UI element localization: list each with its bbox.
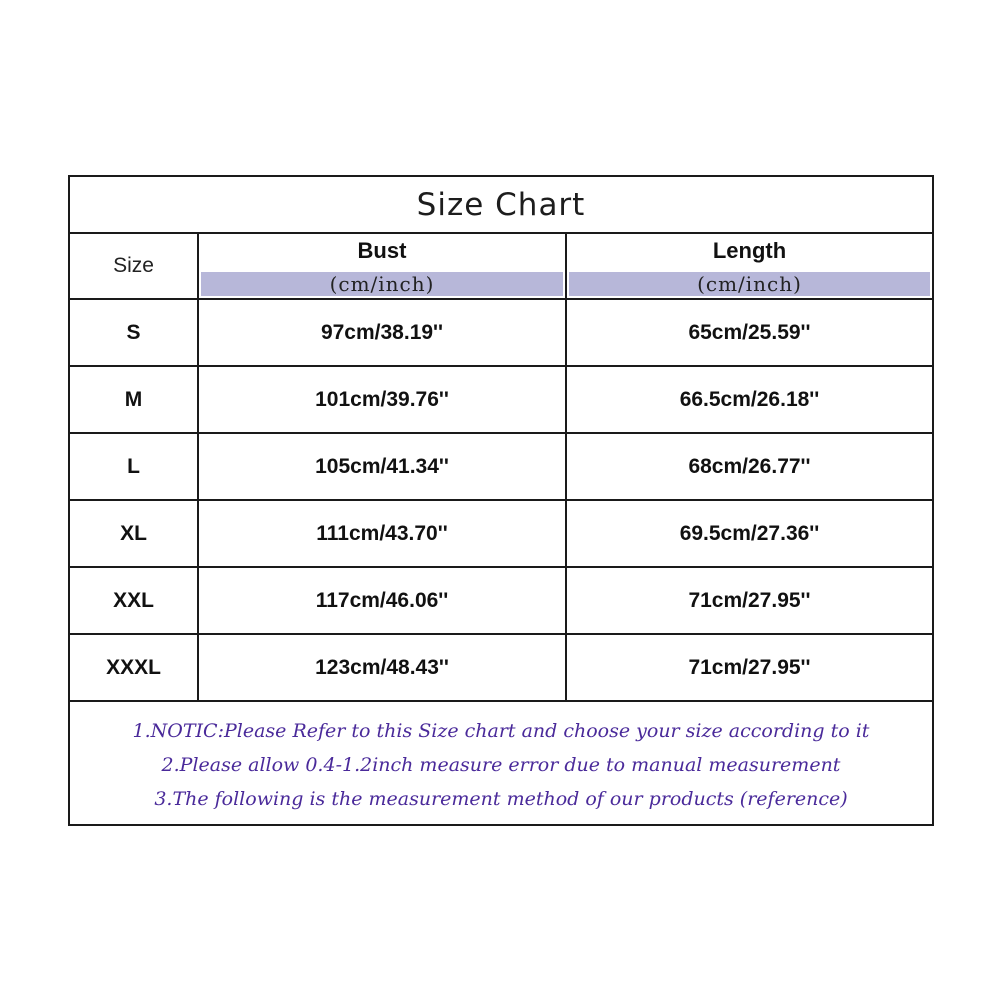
bust-cell: 123cm/48.43'' (198, 634, 566, 701)
bust-cell: 101cm/39.76'' (198, 366, 566, 433)
size-chart (68, 175, 934, 826)
size-table (70, 234, 932, 702)
size-column-header: Size (70, 234, 198, 299)
note-line: 1.NOTIC:Please Refer to this Size chart and choose your size according to it (132, 719, 870, 742)
notes-section (70, 705, 932, 824)
table-row (70, 299, 932, 366)
length-column-header (566, 234, 932, 299)
bust-cell: 97cm/38.19'' (198, 299, 566, 366)
bust-cell: 111cm/43.70'' (198, 500, 566, 567)
table-row (70, 634, 932, 701)
chart-title: Size Chart (70, 177, 932, 234)
bust-column-header (198, 234, 566, 299)
length-cell: 71cm/27.95'' (566, 634, 932, 701)
length-cell: 68cm/26.77'' (566, 433, 932, 500)
note-line: 2.Please allow 0.4-1.2inch measure error due to manual measurement (161, 753, 841, 776)
length-cell: 66.5cm/26.18'' (566, 366, 932, 433)
size-cell: XL (70, 500, 198, 567)
table-row (70, 433, 932, 500)
size-cell: S (70, 299, 198, 366)
bust-unit-label: (cm/inch) (201, 272, 563, 296)
note-line: 3.The following is the measurement method of our products (reference) (154, 787, 848, 810)
length-cell: 69.5cm/27.36'' (566, 500, 932, 567)
size-cell: L (70, 433, 198, 500)
size-cell: M (70, 366, 198, 433)
bust-header-label: Bust (357, 238, 407, 263)
length-cell: 71cm/27.95'' (566, 567, 932, 634)
table-row (70, 567, 932, 634)
size-cell: XXXL (70, 634, 198, 701)
length-unit-label: (cm/inch) (569, 272, 930, 296)
table-row (70, 366, 932, 433)
length-cell: 65cm/25.59'' (566, 299, 932, 366)
table-row (70, 500, 932, 567)
header-row (70, 234, 932, 299)
bust-cell: 105cm/41.34'' (198, 433, 566, 500)
size-cell: XXL (70, 567, 198, 634)
bust-cell: 117cm/46.06'' (198, 567, 566, 634)
length-header-label: Length (712, 238, 787, 263)
